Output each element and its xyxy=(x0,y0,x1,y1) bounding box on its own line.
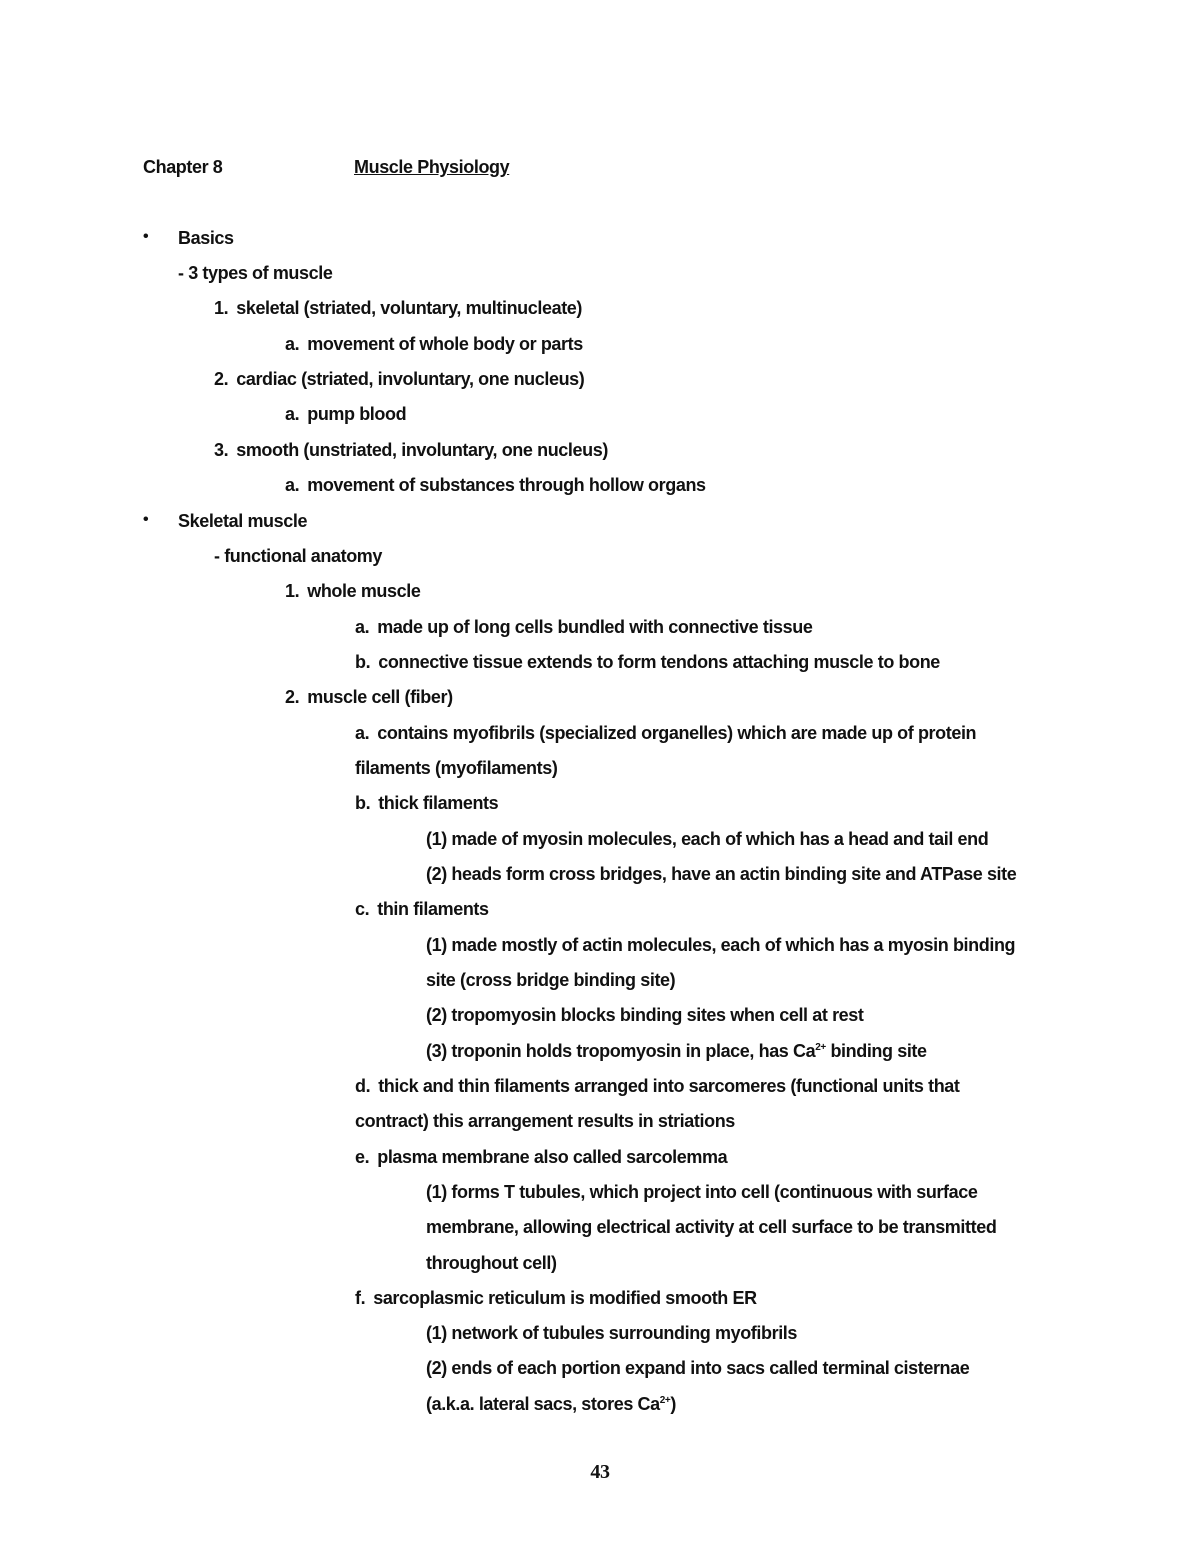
list-item-sarcolemma-sub1-cont2: throughout cell) xyxy=(426,1253,557,1273)
list-text-end: ) xyxy=(670,1394,676,1414)
list-item-thick-filaments xyxy=(355,792,498,814)
list-number: 2. xyxy=(214,369,229,389)
list-item-myofibrils-cont: filaments (myofilaments) xyxy=(355,758,558,778)
list-item-thin-sub3 xyxy=(426,1040,927,1062)
list-text: pump blood xyxy=(307,404,407,424)
list-item-sr-sub1: (1) network of tubules surrounding myofibrils xyxy=(426,1323,798,1343)
list-text: connective tissue extends to form tendons attaching muscle to bone xyxy=(378,652,940,672)
list-item-sarcomeres-cont: contract) this arrangement results in striations xyxy=(355,1111,735,1131)
superscript: 2+ xyxy=(659,1395,671,1406)
list-item-thin-filaments xyxy=(355,898,489,920)
list-item-skeletal xyxy=(214,297,582,319)
list-item-thick-sub2: (2) heads form cross bridges, have an actin binding site and ATPase site xyxy=(426,864,1017,884)
list-letter: a. xyxy=(285,334,300,354)
list-number: 2. xyxy=(285,687,300,707)
list-text: sarcoplasmic reticulum is modified smooth ER xyxy=(373,1288,757,1308)
subheading-functional-anatomy: - functional anatomy xyxy=(214,546,383,566)
chapter-label: Chapter 8 xyxy=(143,157,223,177)
list-text: contains myofibrils (specialized organelles) which are made up of protein xyxy=(377,723,977,743)
list-letter: a. xyxy=(285,475,300,495)
list-item-sarcomeres xyxy=(355,1075,960,1097)
list-item-myofibrils xyxy=(355,722,976,744)
list-item-whole-muscle xyxy=(285,580,420,602)
list-text: thin filaments xyxy=(377,899,489,919)
chapter-title: Muscle Physiology xyxy=(354,157,510,177)
list-letter: c. xyxy=(355,899,370,919)
list-item-smooth-a xyxy=(285,474,706,496)
list-text: thick and thin filaments arranged into sarcomeres (functional units that xyxy=(378,1076,960,1096)
list-item-thick-sub1: (1) made of myosin molecules, each of which has a head and tail end xyxy=(426,829,989,849)
list-item-muscle-cell xyxy=(285,686,453,708)
list-text: (a.k.a. lateral sacs, stores Ca xyxy=(426,1394,660,1414)
list-letter: b. xyxy=(355,793,371,813)
heading-basics: Basics xyxy=(178,228,234,248)
list-letter: a. xyxy=(285,404,300,424)
list-item-sr-sub2: (2) ends of each portion expand into sacs called terminal cisternae xyxy=(426,1358,970,1378)
list-text: whole muscle xyxy=(307,581,421,601)
list-number: 1. xyxy=(214,298,229,318)
list-item-sarcolemma-sub1: (1) forms T tubules, which project into cell (continuous with surface xyxy=(426,1182,978,1202)
list-number: 1. xyxy=(285,581,300,601)
list-item-thin-sub1-cont: site (cross bridge binding site) xyxy=(426,970,676,990)
list-letter: b. xyxy=(355,652,371,672)
list-letter: a. xyxy=(355,617,370,637)
list-letter: f. xyxy=(355,1288,366,1308)
bullet-basics: • xyxy=(143,228,149,245)
list-number: 3. xyxy=(214,440,229,460)
bullet-skeletal: • xyxy=(143,511,149,528)
list-text: thick filaments xyxy=(378,793,499,813)
list-item-whole-muscle-a xyxy=(355,616,812,638)
list-text: (3) troponin holds tropomyosin in place, has Ca xyxy=(426,1041,816,1061)
list-item-cardiac-a xyxy=(285,403,406,425)
list-text: smooth (unstriated, involuntary, one nucleus) xyxy=(236,440,608,460)
list-item-cardiac xyxy=(214,368,584,390)
heading-skeletal-muscle: Skeletal muscle xyxy=(178,511,308,531)
list-text: made up of long cells bundled with connective tissue xyxy=(377,617,813,637)
list-item-smooth xyxy=(214,439,608,461)
list-text-end: binding site xyxy=(825,1041,927,1061)
page-number: 43 xyxy=(590,1461,610,1483)
list-item-sarcolemma xyxy=(355,1146,727,1168)
subheading-muscle-types: - 3 types of muscle xyxy=(178,263,333,283)
list-item-sarcoplasmic-reticulum xyxy=(355,1287,757,1309)
list-text: skeletal (striated, voluntary, multinucleate) xyxy=(236,298,582,318)
list-letter: e. xyxy=(355,1147,370,1167)
list-letter: d. xyxy=(355,1076,371,1096)
list-item-thin-sub2: (2) tropomyosin blocks binding sites when cell at rest xyxy=(426,1005,864,1025)
list-letter: a. xyxy=(355,723,370,743)
list-text: movement of substances through hollow organs xyxy=(307,475,706,495)
list-item-thin-sub1: (1) made mostly of actin molecules, each of which has a myosin binding xyxy=(426,935,1016,955)
list-item-skeletal-a xyxy=(285,333,583,355)
list-item-sr-sub2-cont xyxy=(426,1393,676,1415)
list-text: cardiac (striated, involuntary, one nucleus) xyxy=(236,369,585,389)
list-text: plasma membrane also called sarcolemma xyxy=(377,1147,728,1167)
list-text: muscle cell (fiber) xyxy=(307,687,453,707)
list-item-sarcolemma-sub1-cont1: membrane, allowing electrical activity at cell surface to be transmitted xyxy=(426,1217,997,1237)
list-item-whole-muscle-b xyxy=(355,651,940,673)
superscript: 2+ xyxy=(815,1042,826,1053)
list-text: movement of whole body or parts xyxy=(307,334,583,354)
